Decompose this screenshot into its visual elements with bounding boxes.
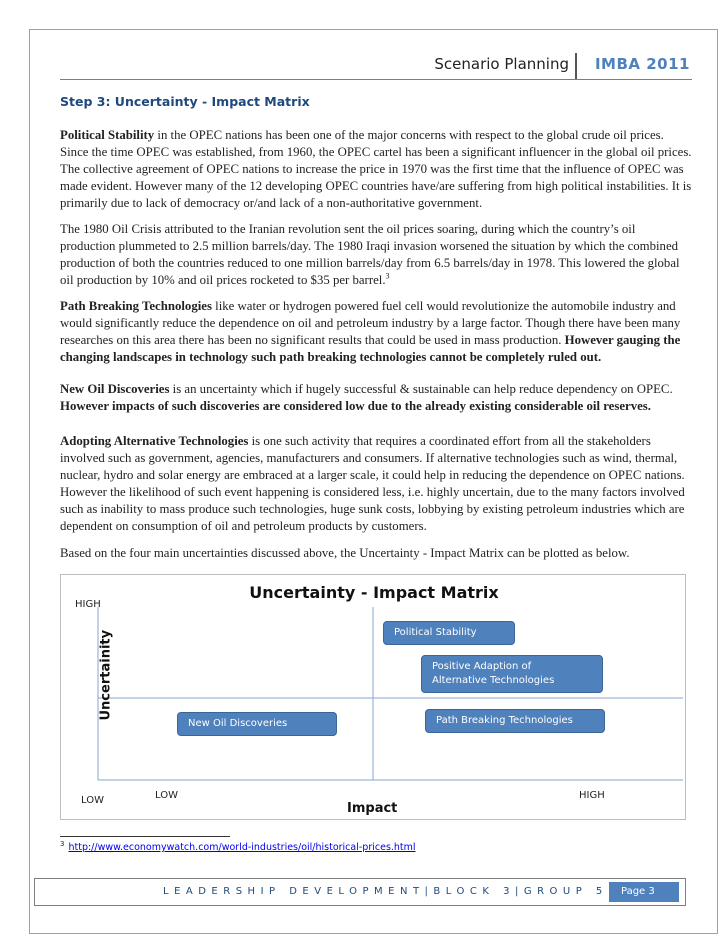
footnote-link[interactable]: http://www.economywatch.com/world-industries/oil/historical-prices.html [68, 842, 416, 853]
paragraph-lead: Adopting Alternative Technologies [60, 434, 249, 448]
paragraph-body: The 1980 Oil Crisis attributed to the Iranian revolution sent the oil prices soaring, during which the country’s oil production plummeted to 2.5 million barrels/day. The 1980 Iraqi invasion worsened the situation by which the combined production of both the countries reduced to one million barrels/day from 6.5 barrels/day in 1978. This lowered the global oil production by 10% and oil prices rocketed to $35 per barrel. [60, 222, 680, 287]
paragraph-summary: Based on the four main uncertainties discussed above, the Uncertainty - Impact Matrix can be plotted as below. [60, 546, 630, 560]
footnote-number: 3 [60, 839, 65, 848]
footnote [60, 839, 416, 853]
node-alternative-technologies [421, 655, 603, 693]
node-political-stability: Political Stability [383, 621, 515, 645]
page-footer [34, 878, 686, 906]
y-low-label: LOW [81, 795, 104, 806]
x-high-label: HIGH [579, 790, 605, 801]
uncertainty-impact-chart [60, 574, 686, 820]
page-number: Page 3 [609, 882, 679, 902]
paragraph-lead: Path Breaking Technologies [60, 299, 212, 313]
y-high-label: HIGH [75, 599, 101, 610]
paragraph-oil-crisis [60, 221, 694, 289]
node-line: Alternative Technologies [432, 675, 555, 686]
header-badge: IMBA 2011 [594, 55, 690, 73]
paragraph-body: like water or hydrogen powered fuel cell would revolutionize the automobile industry and would significantly reduce the dependence on oil and petroleum industry by a large factor. Though there have been many researches on this area there has been no significant results that could be used in mass production. [60, 299, 681, 347]
node-new-oil-discoveries: New Oil Discoveries [177, 712, 337, 736]
section-heading: Step 3: Uncertainty - Impact Matrix [60, 94, 310, 109]
paragraph-path-breaking [60, 298, 694, 366]
chart-svg [61, 575, 687, 821]
x-low-label: LOW [155, 790, 178, 801]
paragraph-lead: New Oil Discoveries [60, 382, 170, 396]
header-title: Scenario Planning [434, 53, 577, 79]
paragraph-emphasis: However impacts of such discoveries are considered low due to the already existing considerable oil reserves. [60, 399, 651, 413]
node-line: Positive Adaption of [432, 661, 532, 672]
footnote-rule [60, 836, 230, 837]
paragraph-new-oil [60, 381, 694, 415]
paragraph-body: in the OPEC nations has been one of the major concerns with respect to the global crude oil prices. Since the time OPEC was established, from 1960, the OPEC cartel has been a significant influencer in the global oil prices. The collective agreement of OPEC nations to increase the price in 1970 was the first time that the influence of OPEC was made evident. However many of the 12 developing OPEC countries have/are suffering from high political instabilities. It is primarily due to lack of democracy or/and lack of a non-authoritative government. [60, 128, 692, 210]
footer-text: LEADERSHIP DEVELOPMENT|BLOCK 3|GROUP 5 [163, 886, 608, 897]
x-axis-title: Impact [347, 801, 398, 816]
chart-title: Uncertainty - Impact Matrix [249, 583, 499, 602]
page-header [60, 52, 692, 80]
paragraph-alternative-tech [60, 433, 694, 535]
paragraph-emphasis: However gauging the changing landscapes in technology such path breaking technologies cannot be completely ruled out. [60, 333, 681, 364]
paragraph-body: is one such activity that requires a coordinated effort from all the stakeholders involved such as government, agencies, manufacturers and consumers. If alternative technologies such as wind, thermal, nuclear, hydro and solar energy are embraced at a larger scale, it could help in reducing the dependence on OPEC nations. However the likelihood of such event happening is considered less, i.e. highly uncertain, due to the many factors involved such as inability to mass produce such technologies, huge sunk costs, lobbying by existing petroleum industries which are dependent on consumption of oil and petroleum products by customers. [60, 434, 685, 533]
paragraph-body: is an uncertainty which if hugely successful & sustainable can help reduce dependency on OPEC. [169, 382, 673, 396]
y-axis-title: Uncertainity [98, 629, 114, 721]
paragraph-lead: Political Stability [60, 128, 155, 142]
paragraph-political-stability [60, 127, 694, 212]
node-path-breaking-technologies: Path Breaking Technologies [425, 709, 605, 733]
footnote-reference: 3 [385, 271, 390, 281]
